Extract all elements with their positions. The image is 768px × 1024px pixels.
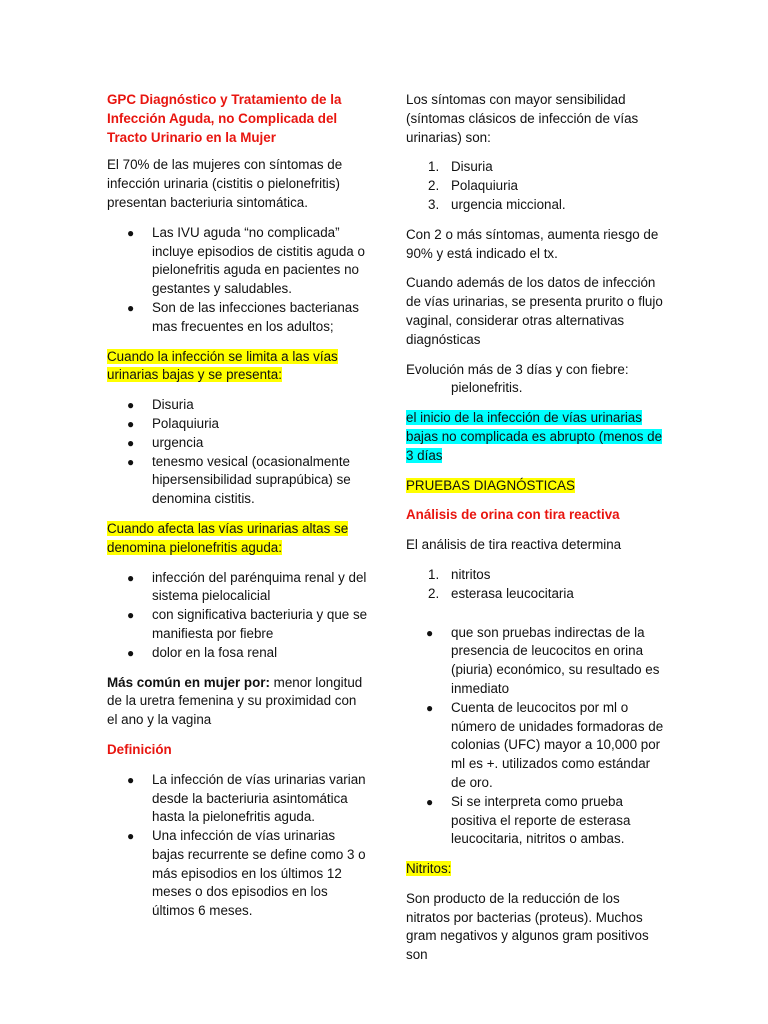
bullet-icon: ●: [127, 608, 135, 623]
urinalysis-bullets: [406, 624, 664, 850]
ivu-bullet-list: [107, 224, 369, 337]
bullet-icon: ●: [127, 454, 135, 469]
bullet-icon: ●: [127, 416, 135, 431]
bullet-icon: ●: [426, 625, 434, 640]
document-title: GPC Diagnóstico y Tratamiento de la Infección Aguda, no Complicada del Tracto Urinario en la Mujer: [107, 92, 342, 145]
list-item: 2. esterasa leucocitaria: [428, 585, 574, 601]
bullet-icon: ●: [127, 225, 135, 240]
list-item: ● tenesmo vesical (ocasionalmente hipersensibilidad suprapúbica) se denomina cistitis.: [127, 453, 351, 507]
list-item: ● La infección de vías urinarias varian desde la bacteriuria asintomática hasta la pielonefritis aguda.: [127, 771, 366, 825]
symptoms-list: [406, 158, 664, 214]
list-item: ● que son pruebas indirectas de la presencia de leucocitos en orina (piuria) económico, su resultado es inmediato: [426, 624, 660, 696]
list-item: 1. nitritos: [428, 566, 491, 582]
list-item: ● Cuenta de leucocitos por ml o número de unidades formadoras de colonias (UFC) mayor a 10,000 por ml es +. utilizados como estándar de oro.: [426, 699, 664, 790]
list-item: ● Si se interpreta como prueba positiva el reporte de esterasa leucocitaria, nitritos o ambas.: [426, 793, 631, 847]
lower-tract-list: [107, 396, 369, 509]
urinalysis-intro: El análisis de tira reactiva determina: [406, 537, 622, 553]
list-item: ● Son de las infecciones bacterianas mas frecuentes en los adultos;: [127, 299, 359, 334]
bullet-icon: ●: [127, 829, 135, 844]
evolution-paragraph: Evolución más de 3 días y con fiebre: pielonefritis.: [406, 361, 629, 396]
nitrites-paragraph: Son producto de la reducción de los nitratos por bacterias (proteus). Muchos gram negativos y algunos gram positivos son: [406, 890, 649, 963]
list-item: 1. Disuria: [428, 159, 493, 175]
bullet-icon: ●: [127, 300, 135, 315]
list-item: ● Disuria: [107, 396, 369, 415]
urinalysis-list: [406, 566, 664, 604]
lower-tract-heading: Cuando la infección se limita a las vías urinarias bajas y se presenta:: [107, 348, 338, 383]
definition-list: [107, 771, 369, 921]
list-item: ● Las IVU aguda “no complicada” incluye episodios de cistitis aguda o pielonefritis aguda en pacientes no gestantes y saludables.: [127, 224, 365, 297]
bullet-icon: ●: [127, 435, 135, 450]
bullet-icon: ●: [127, 398, 135, 413]
bullet-icon: ●: [127, 772, 135, 787]
definition-heading: Definición: [107, 741, 172, 757]
intro-paragraph: El 70% de las mujeres con síntomas de infección urinaria (cistitis o pielonefritis) presentan bacteriuria sintomática.: [107, 157, 343, 210]
risk-paragraph: Con 2 o más síntomas, aumenta riesgo de 90% y está indicado el tx.: [406, 226, 659, 261]
right-column: [406, 91, 664, 976]
tests-heading: PRUEBAS DIAGNÓSTICAS: [406, 477, 575, 493]
bullet-icon: ●: [127, 570, 135, 585]
bullet-icon: ●: [426, 700, 434, 715]
list-item: 3. urgencia miccional.: [428, 196, 566, 212]
onset-paragraph: el inicio de la infección de vías urinarias bajas no complicada es abrupto (menos de 3 días: [406, 410, 663, 463]
list-item: 2. Polaquiuria: [428, 178, 518, 194]
list-item: ● infección del parénquima renal y del sistema pielocalicial: [127, 569, 367, 604]
alternatives-paragraph: Cuando además de los datos de infección de vías urinarias, se presenta prurito o flujo vaginal, considerar otras alternativas diagnósticas: [406, 275, 663, 347]
nitrites-heading: Nitritos:: [406, 861, 452, 877]
bullet-icon: ●: [426, 794, 434, 809]
list-item: ● dolor en la fosa renal: [107, 644, 369, 663]
list-item: ● Polaquiuria: [107, 415, 369, 434]
bullet-icon: ●: [127, 645, 135, 660]
left-column: [107, 91, 369, 932]
list-item: ● Una infección de vías urinarias bajas recurrente se define como 3 o más episodios en los últimos 12 meses o dos episodios en los últimos 6 meses.: [127, 828, 366, 919]
common-in-women-paragraph: Más común en mujer por: menor longitud de la uretra femenina y su proximidad con el ano y la vagina: [107, 674, 363, 728]
upper-tract-list: [107, 569, 369, 663]
list-item: ● con significativa bacteriuria y que se manifiesta por fiebre: [127, 607, 368, 641]
upper-tract-heading: Cuando afecta las vías urinarias altas se denomina pielonefritis aguda:: [107, 520, 349, 555]
symptoms-intro: Los síntomas con mayor sensibilidad (síntomas clásicos de infección de vías urinarias) son:: [406, 92, 639, 145]
list-item: ● urgencia: [107, 434, 369, 453]
urinalysis-heading: Análisis de orina con tira reactiva: [406, 507, 620, 523]
